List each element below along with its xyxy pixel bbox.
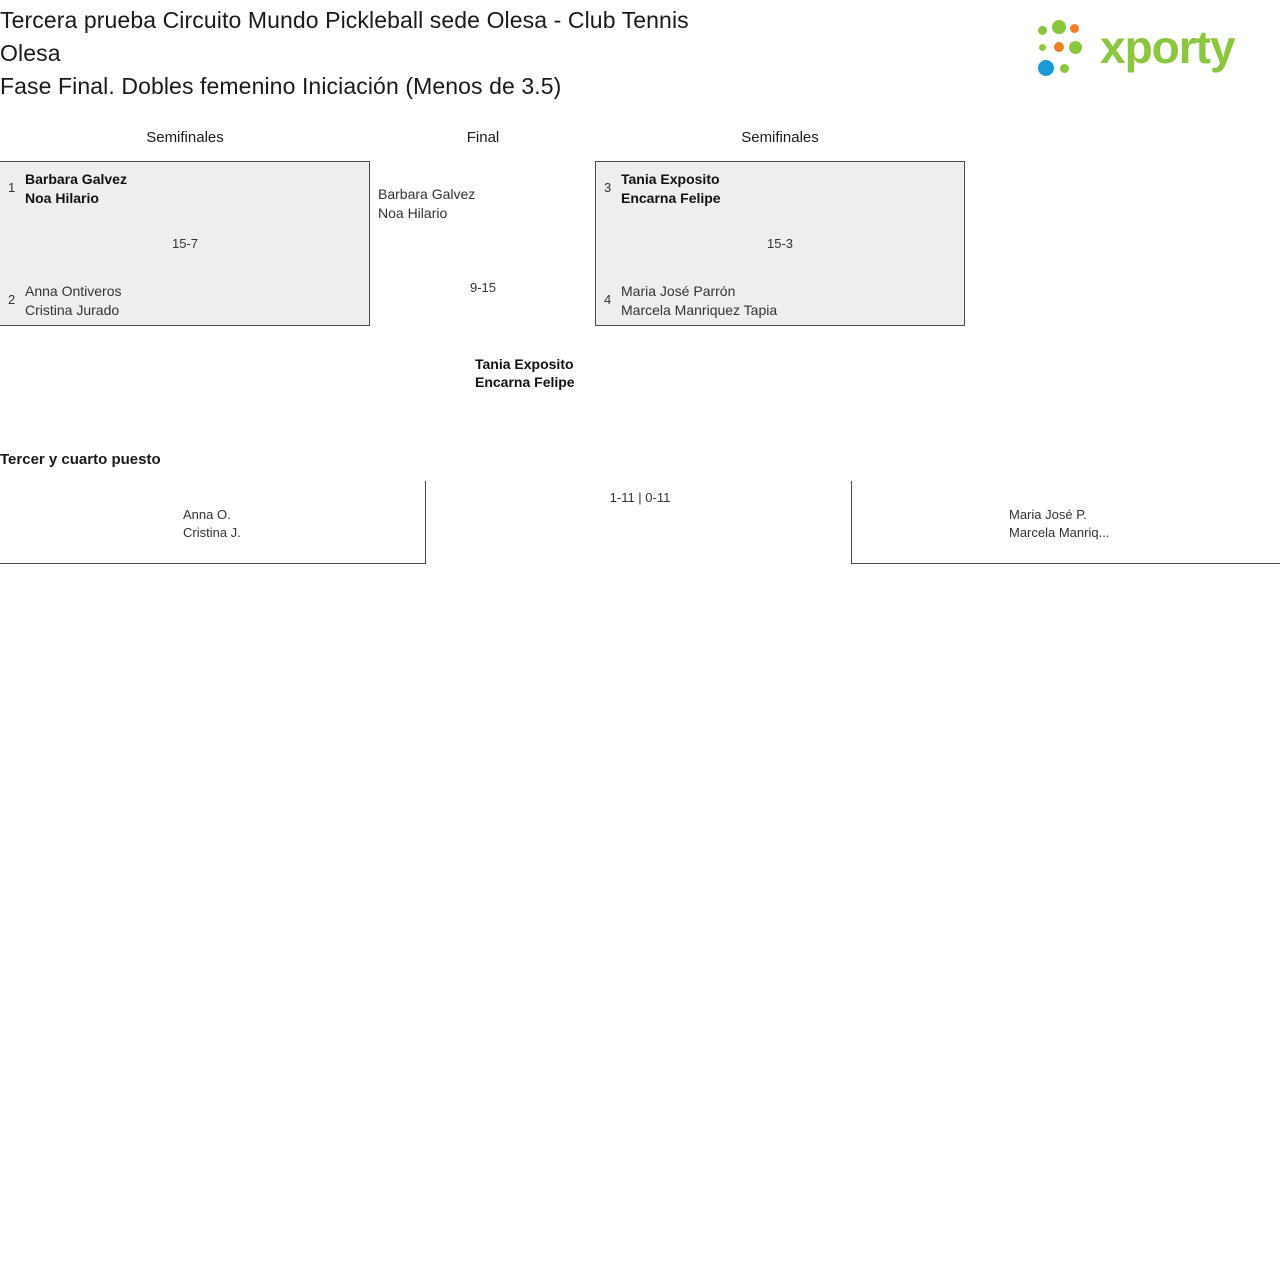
team-right-top-player1: Tania Exposito xyxy=(621,171,720,187)
champion-player2: Encarna Felipe xyxy=(475,374,575,390)
round-label-semis-left: Semifinales xyxy=(146,129,224,146)
seed-right-top: 3 xyxy=(604,180,612,195)
seed-left-top: 1 xyxy=(8,180,16,195)
round-label-semis-right: Semifinales xyxy=(741,129,819,146)
title-line-1: Tercera prueba Circuito Mundo Pickleball sede Olesa - Club Tennis xyxy=(0,7,689,33)
third-place-left-player1: Anna O. xyxy=(183,507,231,522)
score-right-semifinal: 15-3 xyxy=(766,236,794,251)
third-place-right-player1: Maria José P. xyxy=(1009,507,1087,522)
seed-right-bottom: 4 xyxy=(604,292,612,307)
title-line-2: Olesa xyxy=(0,40,61,66)
finalist-left-player1: Barbara Galvez xyxy=(378,186,476,202)
third-place-title: Tercer y cuarto puesto xyxy=(0,451,161,468)
third-place-right-player2: Marcela Manriq... xyxy=(1009,525,1110,540)
team-left-bottom-player1: Anna Ontiveros xyxy=(25,283,122,299)
score-final: 9-15 xyxy=(469,280,497,295)
logo-wordmark: xporty xyxy=(1100,21,1235,73)
score-left-semifinal: 15-7 xyxy=(171,236,199,251)
third-place-score: 1-11 | 0-11 xyxy=(609,490,671,505)
finalist-left-player2: Noa Hilario xyxy=(378,205,448,221)
team-left-bottom-player2: Cristina Jurado xyxy=(25,302,120,318)
title-line-3: Fase Final. Dobles femenino Iniciación (Menos de 3.5) xyxy=(0,73,562,99)
team-left-top-player2: Noa Hilario xyxy=(25,190,99,206)
third-place-left-player2: Cristina J. xyxy=(183,525,241,540)
champion-player1: Tania Exposito xyxy=(475,356,574,372)
round-label-final: Final xyxy=(466,129,500,146)
team-right-bottom-player1: Maria José Parrón xyxy=(621,283,736,299)
team-right-top-player2: Encarna Felipe xyxy=(621,190,721,206)
seed-left-bottom: 2 xyxy=(8,292,16,307)
team-right-bottom-player2: Marcela Manriquez Tapia xyxy=(621,302,778,318)
team-left-top-player1: Barbara Galvez xyxy=(25,171,127,187)
